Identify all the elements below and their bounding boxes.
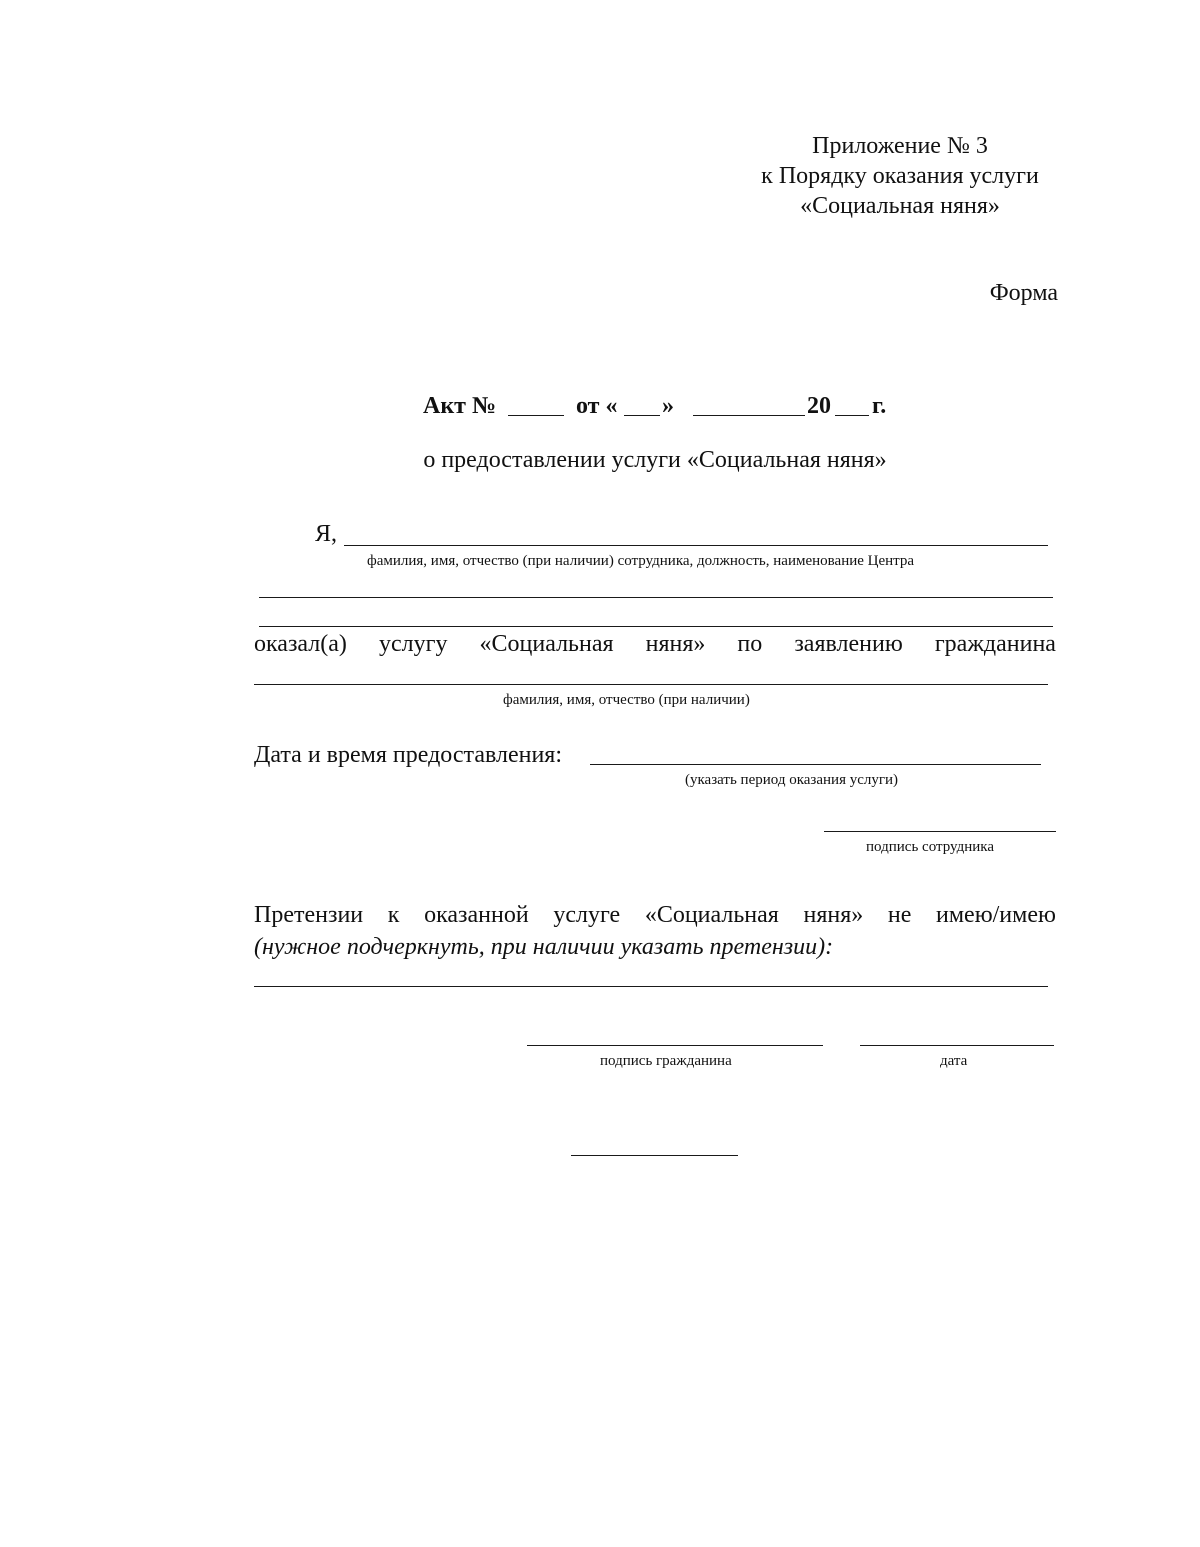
annex-header xyxy=(700,131,1100,221)
citizen-caption: фамилия, имя, отчество (при наличии) xyxy=(503,692,750,708)
claims-word: няня» xyxy=(803,902,864,928)
act-year-blank[interactable] xyxy=(835,415,869,416)
service-word: по xyxy=(737,631,763,657)
act-day-blank[interactable] xyxy=(624,415,660,416)
act-year-prefix: 20 xyxy=(807,393,831,419)
citizen-signature-field[interactable] xyxy=(527,1045,823,1046)
claims-word: не xyxy=(887,902,912,928)
employee-extra-field-2[interactable] xyxy=(259,626,1053,627)
service-word: няня» xyxy=(645,631,706,657)
act-number-blank[interactable] xyxy=(508,415,564,416)
service-word: гражданина xyxy=(934,631,1056,657)
claims-word: услуге xyxy=(553,902,621,928)
act-date-close-quote: » xyxy=(662,393,674,419)
claims-word: к xyxy=(387,902,400,928)
claims-word: «Социальная xyxy=(644,902,779,928)
claims-sentence xyxy=(254,902,1056,929)
employee-prefix: Я, xyxy=(315,521,338,547)
claims-field[interactable] xyxy=(254,986,1048,987)
act-date-label: от « xyxy=(576,393,618,419)
service-word: оказал(а) xyxy=(254,631,347,657)
claims-word: Претензии xyxy=(254,902,364,928)
service-word: услугу xyxy=(378,631,448,657)
employee-extra-field-1[interactable] xyxy=(259,597,1053,598)
employee-signature-field[interactable] xyxy=(824,831,1056,832)
citizen-signature-caption: подпись гражданина xyxy=(600,1053,732,1069)
claims-word: имею/имею xyxy=(936,902,1056,928)
act-subtitle: о предоставлении услуги «Социальная няня» xyxy=(423,447,887,473)
employee-signature-caption: подпись сотрудника xyxy=(866,839,994,855)
form-label: Форма xyxy=(989,280,1058,306)
datetime-field[interactable] xyxy=(590,764,1041,765)
datetime-label: Дата и время предоставления: xyxy=(254,742,563,768)
service-word: «Социальная xyxy=(479,631,614,657)
employee-caption: фамилия, имя, отчество (при наличии) сотрудника, должность, наименование Центра xyxy=(367,553,915,569)
closing-divider xyxy=(571,1155,738,1156)
signing-date-caption: дата xyxy=(940,1053,968,1069)
employee-name-field[interactable] xyxy=(344,545,1048,546)
act-month-blank[interactable] xyxy=(693,415,805,416)
annex-line-3: «Социальная няня» xyxy=(800,193,1000,219)
signing-date-field[interactable] xyxy=(860,1045,1054,1046)
claims-note: (нужное подчеркнуть, при наличии указать претензии): xyxy=(254,934,834,960)
annex-line-1: Приложение № 3 xyxy=(812,133,988,159)
annex-line-2: к Порядку оказания услуги xyxy=(761,163,1039,189)
service-word: заявлению xyxy=(794,631,903,657)
datetime-caption: (указать период оказания услуги) xyxy=(685,772,899,788)
claims-word: оказанной xyxy=(424,902,529,928)
act-year-suffix: г. xyxy=(872,393,887,419)
citizen-name-field[interactable] xyxy=(254,684,1048,685)
act-number-label: Акт № xyxy=(423,393,497,419)
service-sentence xyxy=(254,631,1056,658)
